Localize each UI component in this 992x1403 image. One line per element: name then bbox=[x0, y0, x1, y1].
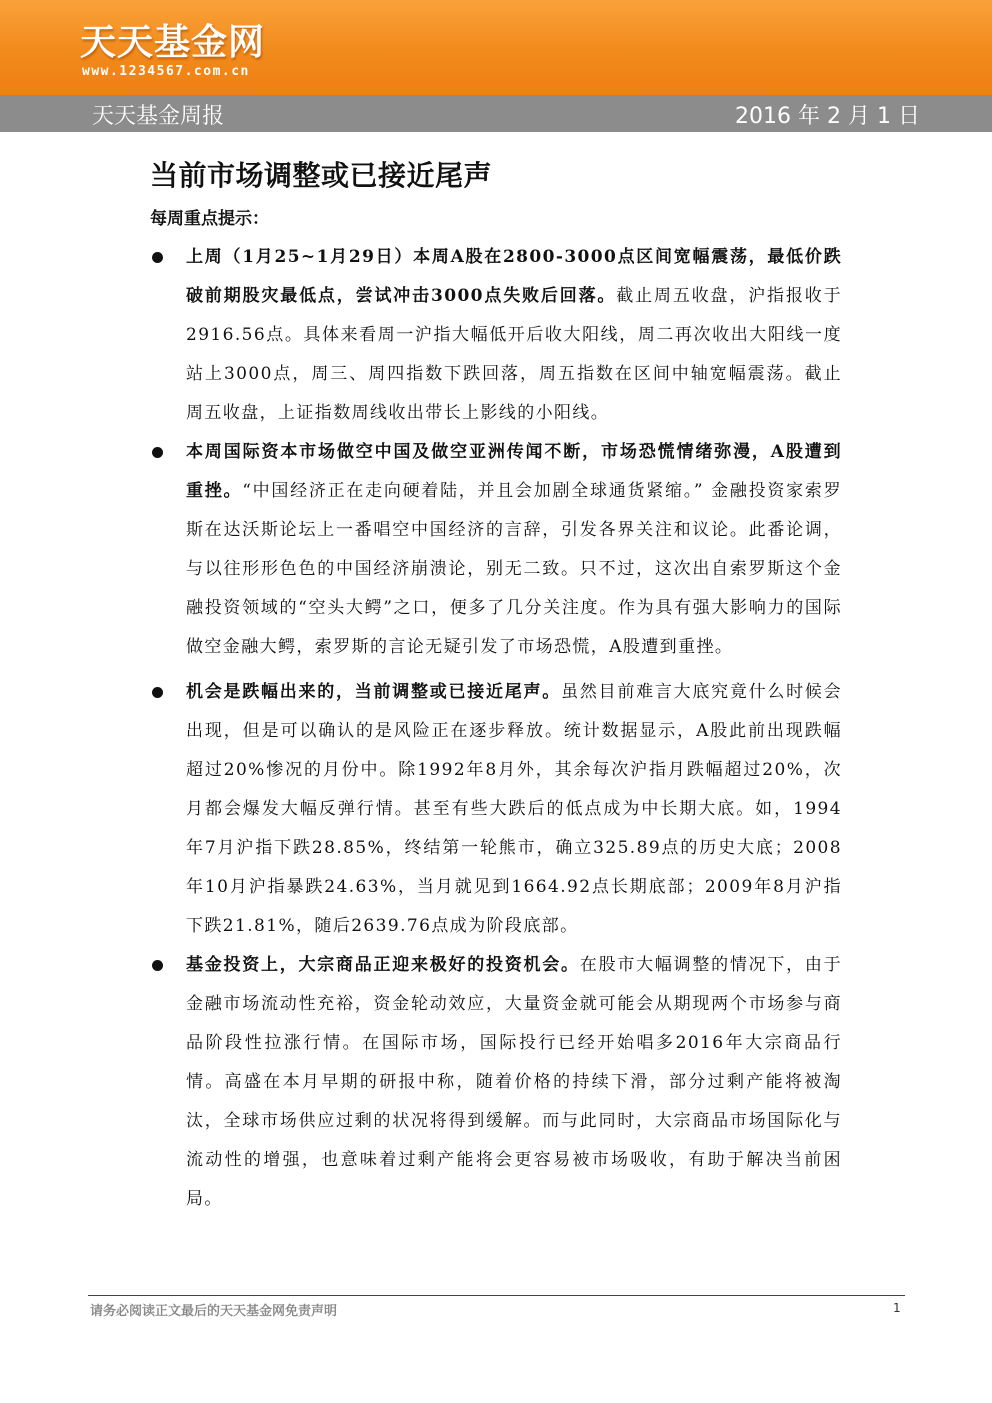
article-title: 当前市场调整或已接近尾声 bbox=[150, 159, 493, 192]
site-url[interactable]: www.1234567.com.cn bbox=[82, 64, 250, 79]
key-point-body: 截止周五收盘，沪指报收于2916.56点。具体来看周一沪指大幅低开后收大阳线，周二再次收出大阳线一度站上3000点，周三、周四指数下跌回落，周五指数在区间中轴宽幅震荡。截止周五收盘，上证指数周线收出带长上影线的小阳线。 bbox=[186, 286, 842, 423]
key-point-body: 在股市大幅调整的情况下，由于金融市场流动性充裕，资金轮动效应，大量资金就可能会从期现两个市场参与商品阶段性拉涨行情。在国际市场，国际投行已经开始唱多2016年大宗商品行情。高盛在本月早期的研报中称，随着价格的持续下滑，部分过剩产能将被淘汰，全球市场供应过剩的状况将得到缓解。而与此同时，大宗商品市场国际化与流动性的增强，也意味着过剩产能将会更容易被市场吸收，有助于解决当前困局。 bbox=[186, 955, 842, 1209]
disclaimer-note: 请务必阅读正文最后的天天基金网免责声明 bbox=[90, 1304, 338, 1319]
key-point bbox=[150, 433, 842, 667]
key-point bbox=[150, 673, 842, 946]
key-point-body: 虽然目前难言大底究竟什么时候会出现，但是可以确认的是风险正在逐步释放。统计数据显示，A股此前出现跌幅超过20%惨况的月份中。除1992年8月外，其余每次沪指月跌幅超过20%，次月都会爆发大幅反弹行情。甚至有些大跌后的低点成为中长期大底。如，1994年7月沪指下跌28.85%，终结第一轮熊市，确立325.89点的历史大底；2008年10月沪指暴跌24.63%，当月就见到1664.92点长期底部；2009年8月沪指下跌21.81%，随后2639.76点成为阶段底部。 bbox=[186, 682, 843, 936]
bullet-icon bbox=[152, 447, 163, 458]
report-bar bbox=[0, 95, 992, 132]
key-point-body: “中国经济正在走向硬着陆，并且会加剧全球通货紧缩。” 金融投资家索罗斯在达沃斯论坛上一番唱空中国经济的言辞，引发各界关注和议论。此番论调，与以往形形色色的中国经济崩溃论，别无二致。只不过，这次出自索罗斯这个金融投资领域的“空头大鳄”之口，便多了几分关注度。作为具有强大影响力的国际做空金融大鳄，索罗斯的言论无疑引发了市场恐慌，A股遭到重挫。 bbox=[186, 481, 843, 657]
site-logo[interactable]: 天天基金网 bbox=[80, 22, 266, 63]
key-point bbox=[150, 238, 842, 433]
key-point bbox=[150, 946, 842, 1219]
header-banner bbox=[0, 0, 992, 95]
key-points-list bbox=[150, 238, 842, 1219]
bullet-icon bbox=[152, 252, 163, 263]
key-point-highlight: 机会是跌幅出来的，当前调整或已接近尾声。 bbox=[186, 682, 562, 702]
report-date: 2016 年 2 月 1 日 bbox=[735, 104, 920, 129]
key-point-highlight: 基金投资上，大宗商品正迎来极好的投资机会。 bbox=[186, 955, 580, 975]
bullet-icon bbox=[152, 687, 163, 698]
key-point-highlight: 本周国际资本市场做空中国及做空亚洲传闻不断，市场恐慌情绪弥漫，A股遭到重挫。 bbox=[186, 442, 842, 501]
page-number: 1 bbox=[893, 1301, 901, 1315]
tips-label: 每周重点提示： bbox=[150, 209, 269, 229]
key-point-highlight: 上周（1月25~1月29日）本周A股在2800-3000点区间宽幅震荡，最低价跌破前期股灾最低点，尝试冲击3000点失败后回落。 bbox=[186, 247, 842, 306]
report-name: 天天基金周报 bbox=[92, 104, 225, 129]
bullet-icon bbox=[152, 960, 163, 971]
footer-divider bbox=[88, 1295, 905, 1296]
